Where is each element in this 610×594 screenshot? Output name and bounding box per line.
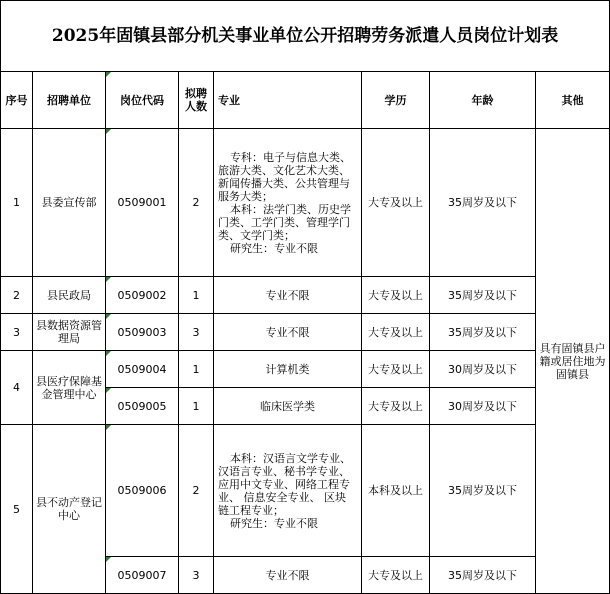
cell-education: 本科及以上 bbox=[362, 425, 430, 557]
cell-code: 0509002 bbox=[106, 277, 179, 314]
major-line: 本科：汉语言文学专业、 bbox=[230, 451, 351, 465]
major-line: 服务大类； bbox=[218, 189, 273, 203]
cell-education: 大专及以上 bbox=[362, 129, 430, 277]
table-row bbox=[1, 425, 610, 557]
cell-education: 大专及以上 bbox=[362, 277, 430, 314]
cell-code: 0509004 bbox=[106, 351, 179, 388]
header-unit: 招聘单位 bbox=[33, 72, 106, 129]
cell-education: 大专及以上 bbox=[362, 388, 430, 425]
cell-unit: 县委宣传部 bbox=[33, 129, 106, 277]
major-line: 汉语言专业、秘书学专业、 bbox=[218, 464, 350, 478]
cell-index: 3 bbox=[1, 314, 33, 351]
major-line: 应用中文专业、网络工程专 bbox=[218, 477, 350, 491]
cell-education: 大专及以上 bbox=[362, 351, 430, 388]
cell-unit: 县不动产登记中心 bbox=[33, 425, 106, 594]
cell-code: 0509006 bbox=[106, 425, 179, 557]
table-row bbox=[1, 314, 610, 351]
major-line: 本科：法学门类、历史学 bbox=[230, 202, 351, 216]
cell-major: 临床医学类 bbox=[214, 388, 362, 425]
header-count bbox=[179, 72, 214, 129]
header-education: 学历 bbox=[362, 72, 430, 129]
cell-unit: 县医疗保障基金管理中心 bbox=[33, 351, 106, 425]
cell-education: 大专及以上 bbox=[362, 314, 430, 351]
cell-index: 5 bbox=[1, 425, 33, 594]
cell-major bbox=[214, 129, 362, 277]
table-title: 2025年固镇县部分机关事业单位公开招聘劳务派遣人员岗位计划表 bbox=[1, 1, 610, 72]
header-count-line2: 人数 bbox=[185, 100, 207, 113]
table-row bbox=[1, 129, 610, 277]
cell-education: 大专及以上 bbox=[362, 557, 430, 594]
header-age: 年龄 bbox=[430, 72, 536, 129]
cell-index: 4 bbox=[1, 351, 33, 425]
cell-count: 2 bbox=[179, 129, 214, 277]
cell-age: 35周岁及以下 bbox=[430, 277, 536, 314]
cell-major: 专业不限 bbox=[214, 277, 362, 314]
header-other: 其他 bbox=[536, 72, 610, 129]
cell-code: 0509003 bbox=[106, 314, 179, 351]
cell-code: 0509007 bbox=[106, 557, 179, 594]
cell-age: 35周岁及以下 bbox=[430, 314, 536, 351]
cell-count: 1 bbox=[179, 388, 214, 425]
major-line: 研究生：专业不限 bbox=[230, 241, 318, 255]
cell-age: 35周岁及以下 bbox=[430, 425, 536, 557]
cell-count: 3 bbox=[179, 314, 214, 351]
cell-code: 0509005 bbox=[106, 388, 179, 425]
cell-unit: 县数据资源管理局 bbox=[33, 314, 106, 351]
major-line: 新闻传播大类、公共管理与 bbox=[218, 176, 350, 190]
major-line: 专科：电子与信息大类、 bbox=[230, 150, 351, 164]
cell-major bbox=[214, 425, 362, 557]
cell-count: 3 bbox=[179, 557, 214, 594]
header-code: 岗位代码 bbox=[106, 72, 179, 129]
header-count-line1: 拟聘 bbox=[185, 87, 207, 100]
cell-major: 计算机类 bbox=[214, 351, 362, 388]
table-row bbox=[1, 277, 610, 314]
cell-major: 专业不限 bbox=[214, 314, 362, 351]
cell-age: 30周岁及以下 bbox=[430, 388, 536, 425]
cell-other: 具有固镇县户籍或居住地为固镇县 bbox=[536, 129, 610, 594]
cell-code: 0509001 bbox=[106, 129, 179, 277]
cell-major: 专业不限 bbox=[214, 557, 362, 594]
cell-count: 2 bbox=[179, 425, 214, 557]
cell-index: 2 bbox=[1, 277, 33, 314]
cell-count: 1 bbox=[179, 351, 214, 388]
major-line: 类、文学门类； bbox=[218, 228, 295, 242]
major-line: 链工程专业； bbox=[218, 503, 284, 517]
header-major: 专业 bbox=[214, 72, 362, 129]
major-line: 门类、工学门类、管理学门 bbox=[218, 215, 350, 229]
cell-index: 1 bbox=[1, 129, 33, 277]
major-line: 业、 信息安全专业、 区块 bbox=[218, 490, 346, 504]
major-line: 研究生：专业不限 bbox=[230, 516, 318, 530]
header-row bbox=[1, 72, 610, 129]
header-index: 序号 bbox=[1, 72, 33, 129]
cell-age: 35周岁及以下 bbox=[430, 557, 536, 594]
cell-age: 30周岁及以下 bbox=[430, 351, 536, 388]
cell-unit: 县民政局 bbox=[33, 277, 106, 314]
major-line: 旅游大类、文化艺术大类、 bbox=[218, 163, 350, 177]
table-row bbox=[1, 351, 610, 388]
cell-count: 1 bbox=[179, 277, 214, 314]
cell-age: 35周岁及以下 bbox=[430, 129, 536, 277]
